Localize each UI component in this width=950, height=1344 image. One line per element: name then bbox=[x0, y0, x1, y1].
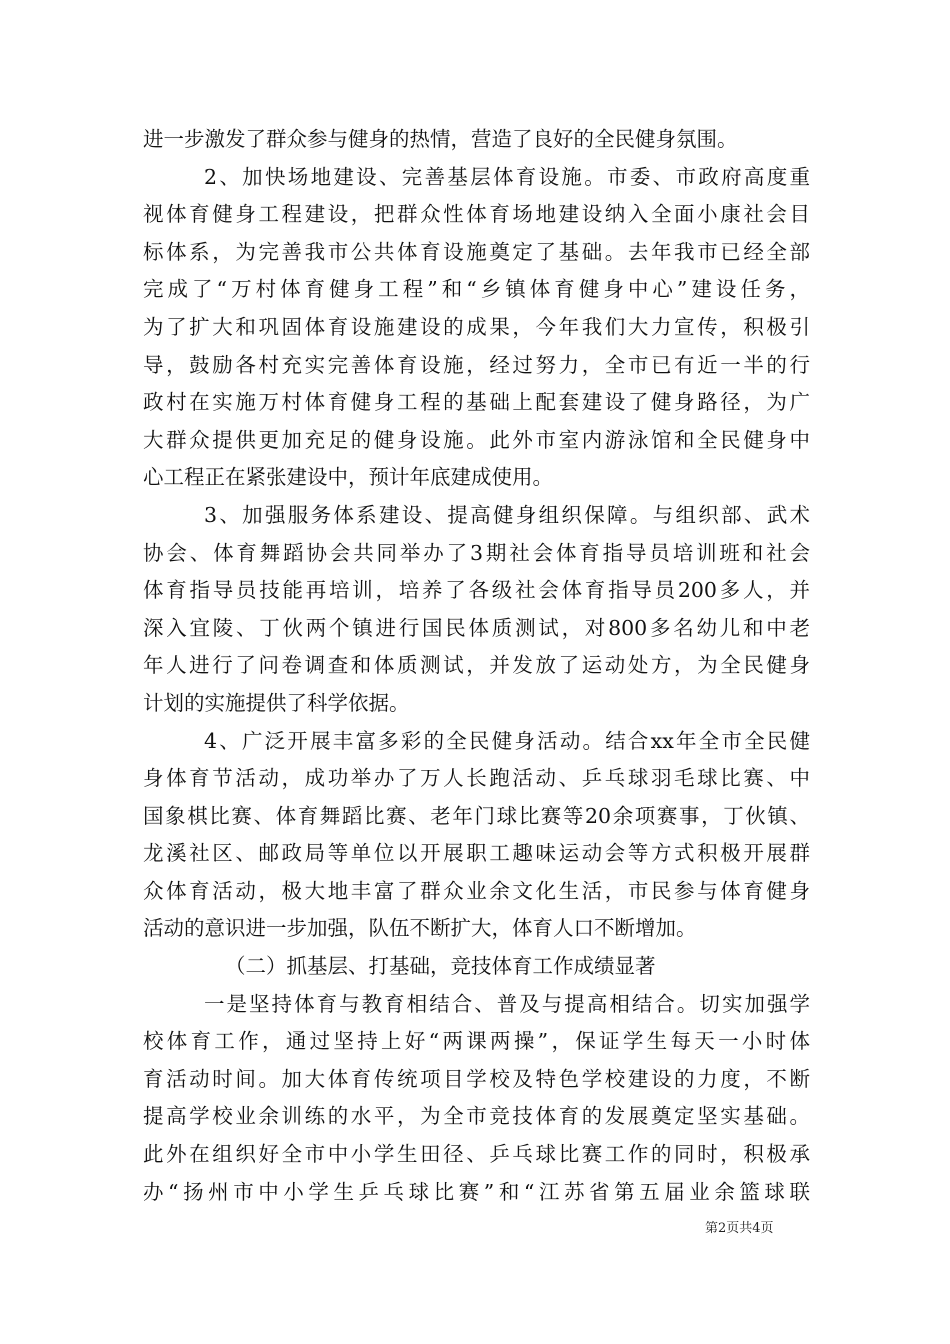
text-line: 心工程正在紧张建设中，预计年底建成使用。 bbox=[143, 465, 553, 490]
text-line: 3、加强服务体系建设、提高健身组织保障。与组织部、武术 bbox=[204, 502, 810, 527]
text-line: 办“扬州市中小学生乒乓球比赛”和“江苏省第五届业余篮球联 bbox=[143, 1179, 810, 1204]
text-line: 年人进行了问卷调查和体质测试，并发放了运动处方，为全民健身 bbox=[143, 653, 810, 678]
text-line: 计划的实施提供了科学依据。 bbox=[143, 690, 410, 715]
text-line: 标体系，为完善我市公共体育设施奠定了基础。去年我市已经全部 bbox=[143, 239, 810, 264]
text-line: 导，鼓励各村充实完善体育设施，经过努力，全市已有近一半的行 bbox=[143, 352, 810, 377]
text-line: 协会、体育舞蹈协会共同举办了3期社会体育指导员培训班和社会 bbox=[143, 540, 810, 565]
text-line: 活动的意识进一步加强，队伍不断扩大，体育人口不断增加。 bbox=[143, 916, 697, 941]
page-number: 第2页共4页 bbox=[705, 1221, 774, 1236]
text-line: 深入宜陵、丁伙两个镇进行国民体质测试，对800多名幼儿和中老 bbox=[143, 615, 810, 640]
text-line: 4、广泛开展丰富多彩的全民健身活动。结合xx年全市全民健 bbox=[204, 728, 810, 753]
text-line: 完成了“万村体育健身工程”和“乡镇体育健身中心”建设任务， bbox=[143, 277, 810, 302]
text-line: 龙溪社区、邮政局等单位以开展职工趣味运动会等方式积极开展群 bbox=[143, 841, 810, 866]
text-line: 政村在实施万村体育健身工程的基础上配套建设了健身路径，为广 bbox=[143, 390, 810, 415]
text-line: 为了扩大和巩固体育设施建设的成果，今年我们大力宣传，积极引 bbox=[143, 314, 810, 339]
section-heading: （二）抓基层、打基础，竞技体育工作成绩显著 bbox=[225, 954, 656, 979]
text-line: 大群众提供更加充足的健身设施。此外市室内游泳馆和全民健身中 bbox=[143, 427, 810, 452]
text-line: 2、加快场地建设、完善基层体育设施。市委、市政府高度重 bbox=[204, 164, 810, 189]
text-line: 众体育活动，极大地丰富了群众业余文化生活，市民参与体育健身 bbox=[143, 878, 810, 903]
document-body bbox=[143, 121, 810, 1211]
text-line: 进一步激发了群众参与健身的热情，营造了良好的全民健身氛围。 bbox=[143, 127, 738, 151]
text-line: 校体育工作，通过坚持上好“两课两操”，保证学生每天一小时体 bbox=[143, 1029, 810, 1054]
text-line: 体育指导员技能再培训，培养了各级社会体育指导员200多人，并 bbox=[143, 578, 810, 603]
text-line: 提高学校业余训练的水平，为全市竞技体育的发展奠定坚实基础。 bbox=[143, 1104, 810, 1129]
text-line: 身体育节活动，成功举办了万人长跑活动、乒乓球羽毛球比赛、中 bbox=[143, 766, 810, 791]
text-line: 一是坚持体育与教育相结合、普及与提高相结合。切实加强学 bbox=[204, 991, 810, 1016]
text-line: 国象棋比赛、体育舞蹈比赛、老年门球比赛等20余项赛事，丁伙镇、 bbox=[143, 803, 810, 828]
text-line: 此外在组织好全市中小学生田径、乒乓球比赛工作的同时，积极承 bbox=[143, 1142, 810, 1167]
text-line: 育活动时间。加大体育传统项目学校及特色学校建设的力度，不断 bbox=[143, 1066, 810, 1091]
text-line: 视体育健身工程建设，把群众性体育场地建设纳入全面小康社会目 bbox=[143, 202, 810, 227]
